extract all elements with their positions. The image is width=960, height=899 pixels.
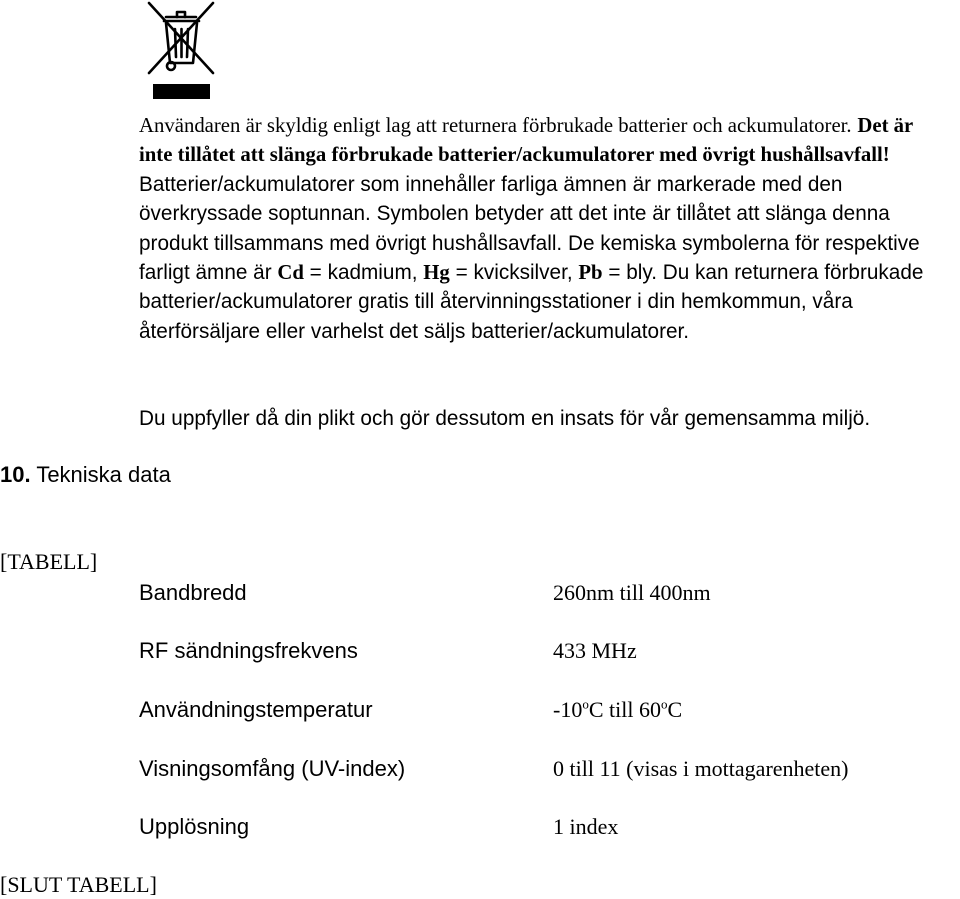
table-end-marker: [SLUT TABELL]	[0, 872, 157, 897]
disposal-sentence-4: Du kan returnera förbrukade batterier/ackumulatorer gratis till återvinningsstationer i din hemkommun, våra återförsäljare eller varhelst det säljs batterier/ackumulatorer.	[139, 260, 924, 343]
spec-value: 260nm till 400nm	[553, 580, 711, 605]
cadmium-name: = kadmium,	[309, 260, 418, 285]
cadmium-symbol: Cd	[277, 260, 304, 285]
spec-label: Användningstemperatur	[139, 697, 373, 722]
spec-row	[0, 812, 960, 842]
section-heading	[0, 462, 171, 488]
mercury-name: = kvicksilver,	[455, 260, 573, 285]
temp-range-text: C till 60	[588, 697, 661, 722]
disposal-sentence-1: Användaren är skyldig enligt lag att returnera förbrukade batterier och ackumulatorer.	[139, 113, 852, 137]
degree-mark: o	[582, 696, 589, 712]
table-start-marker: [TABELL]	[0, 549, 98, 574]
temp-unit: C	[667, 697, 683, 722]
mercury-symbol: Hg	[423, 260, 450, 285]
disposal-paragraph	[139, 111, 930, 346]
spec-row	[0, 636, 960, 666]
spec-row	[0, 695, 960, 725]
lead-name: = bly.	[608, 260, 657, 285]
lead-symbol: Pb	[578, 260, 603, 285]
disposal-warning: Det är inte tillåtet att slänga förbrukade batterier/ackumulatorer med övrigt hushållsavfall!	[139, 113, 913, 167]
temp-min: -10	[553, 697, 583, 722]
section-number: 10.	[0, 462, 31, 487]
crossed-out-wheelie-bin-icon	[144, 0, 218, 102]
spec-value: 1 index	[553, 814, 619, 839]
section-title: Tekniska data	[36, 462, 171, 487]
spec-value: 433 MHz	[553, 638, 637, 663]
spec-row	[0, 754, 960, 784]
spec-value	[553, 695, 682, 725]
environment-paragraph: Du uppfyller då din plikt och gör dessutom en insats för vår gemensamma miljö.	[139, 406, 871, 430]
degree-mark: o	[660, 696, 668, 712]
disposal-sentence-3: Batterier/ackumulatorer som innehåller farliga ämnen är markerade med den överkryssade soptunnan. Symbolen betyder att det inte är tillåtet att slänga denna produkt tillsammans med övrigt hushållsavfall. De kemiska symbolerna för respektive farligt ämne är	[139, 171, 920, 285]
spec-label: Upplösning	[139, 814, 250, 839]
spec-label: Visningsomfång (UV-index)	[139, 756, 406, 781]
spec-label: Bandbredd	[139, 580, 247, 605]
spec-row	[0, 578, 960, 608]
spec-label: RF sändningsfrekvens	[139, 638, 358, 663]
spec-value: 0 till 11 (visas i mottagarenheten)	[553, 756, 849, 781]
